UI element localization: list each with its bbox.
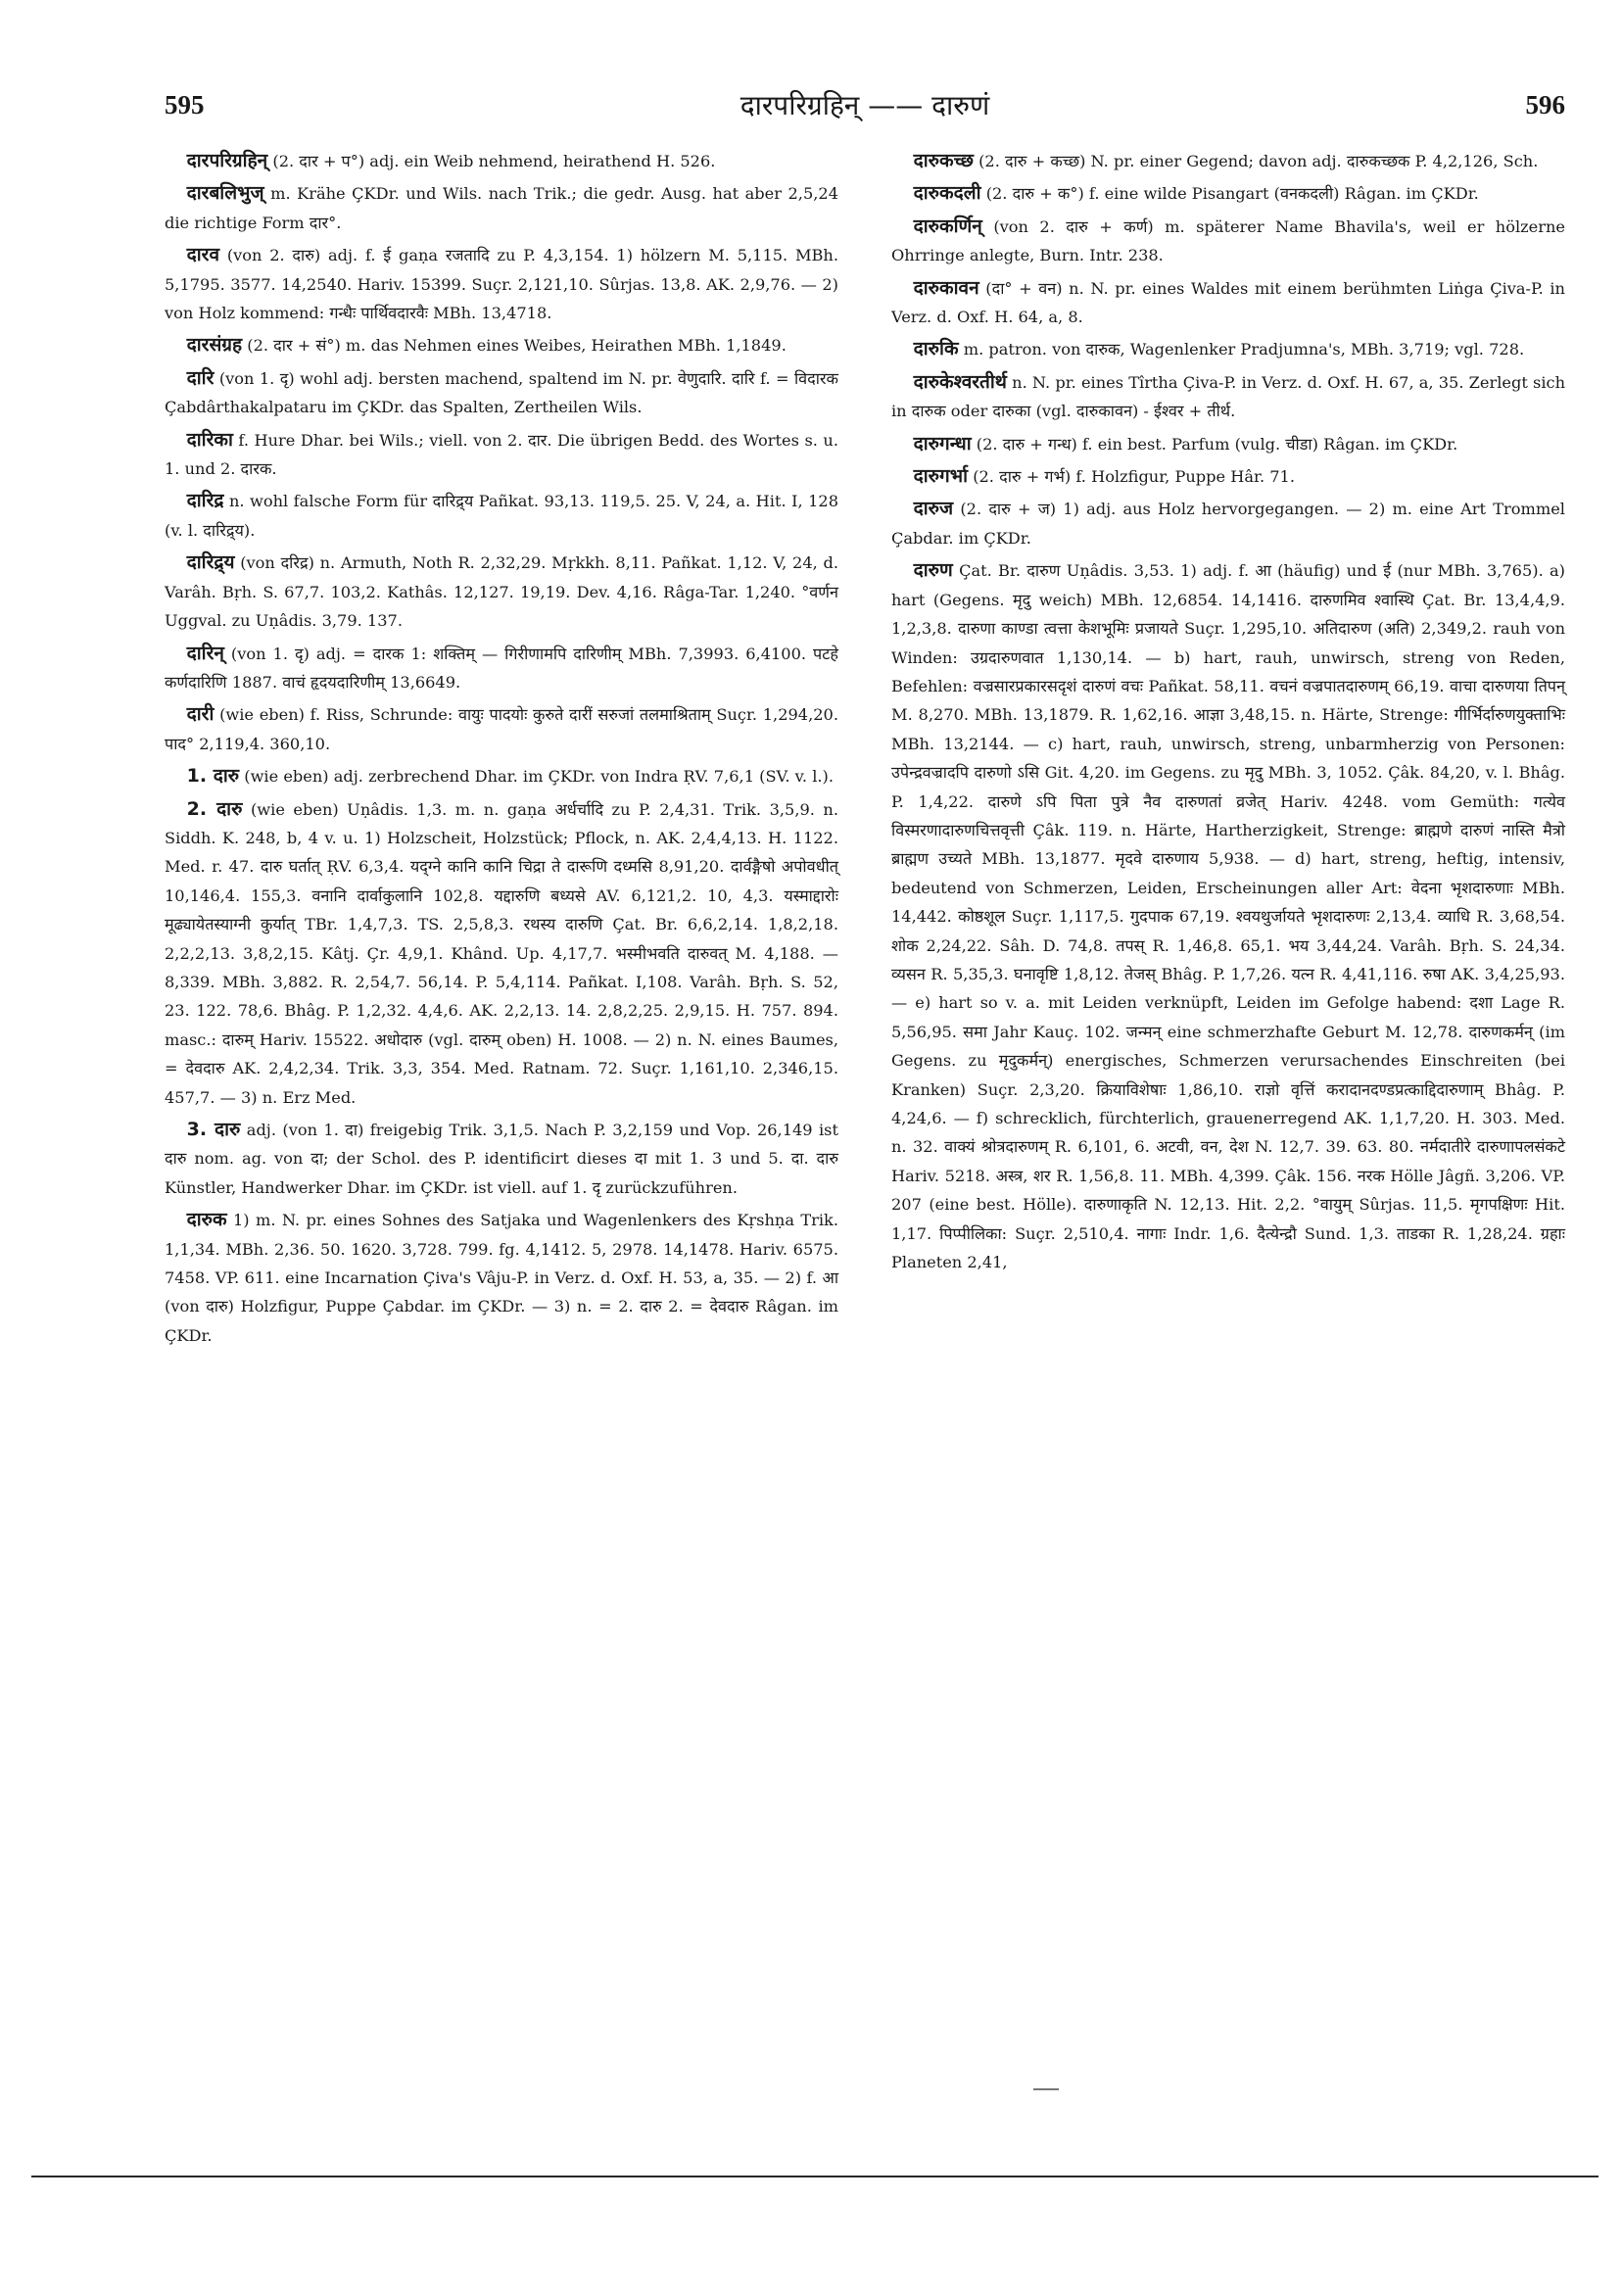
- entry-headword: दारिद्र: [186, 490, 224, 512]
- entry-headword: दारपरिग्रहिन्: [186, 150, 268, 171]
- dictionary-entry: [891, 462, 1565, 491]
- dictionary-entry: [165, 795, 838, 1112]
- entry-text: (2. दारु + कच्छ) N. pr. einer Gegend; davon adj. दारुकच्छक P. 4,2,126, Sch.: [978, 152, 1539, 170]
- entry-headword: दारुगन्धा: [913, 432, 972, 454]
- entry-headword: दारुकच्छ: [913, 150, 974, 171]
- entry-text: (wie eben) f. Riss, Schrunde: वायुः पादयोः कुरुते दारीं सरुजां तलमाश्रिताम् Suçr. 1,294,20. पाद° 2,119,4. 360,10.: [165, 705, 838, 753]
- entry-text: adj. (von 1. दा) freigebig Trik. 3,1,5. Nach P. 3,2,159 und Vop. 26,149 ist दारु nom. ag. von दा; der Schol. des P. identificirt dieses दा mit 1. 3 und 5. दा. दारु Künstler, Handwerker Dhar. im ÇKDr. ist viell. auf 1. दृ zurückzuführen.: [165, 1121, 838, 1197]
- entry-headword: दारव: [186, 244, 220, 266]
- dictionary-entry: [165, 762, 838, 790]
- dictionary-entry: [165, 179, 838, 237]
- dictionary-entry: [891, 430, 1565, 458]
- entry-text: m. Krähe ÇKDr. und Wils. nach Trik.; die gedr. Ausg. hat aber 2,5,24 die richtige Form दार°.: [165, 184, 838, 232]
- running-head: दारपरिग्रहिन् —— दारुणं: [739, 89, 990, 121]
- entry-text: (von 2. दारु + कर्ण) m. späterer Name Bhavila's, weil er hölzerne Ohrringe anlegte, Burn. Intr. 238.: [891, 216, 1565, 265]
- dictionary-entry: [891, 147, 1565, 175]
- dictionary-entry: [165, 549, 838, 635]
- entry-headword: दारुकावन: [913, 276, 979, 299]
- entry-headword: दारी: [186, 703, 215, 726]
- dictionary-entry: [891, 495, 1565, 552]
- entry-text: m. patron. von दारुक, Wagenlenker Pradjumna's, MBh. 3,719; vgl. 728.: [963, 340, 1525, 359]
- entry-text: (2. दार + प°) adj. ein Weib nehmend, heirathend H. 526.: [272, 152, 716, 170]
- dictionary-entry: [165, 426, 838, 484]
- dictionary-entry: [891, 274, 1565, 332]
- entry-headword: दारबलिभुज्: [186, 182, 264, 205]
- entry-headword: दारुकर्णिन्: [913, 215, 982, 237]
- dictionary-entry: [165, 147, 838, 175]
- dictionary-entry: [165, 364, 838, 422]
- entry-headword: दारुक: [186, 1209, 227, 1231]
- dictionary-entry: [165, 1206, 838, 1350]
- entry-headword: दारसंग्रह: [186, 334, 243, 357]
- dictionary-entry: [165, 331, 838, 359]
- entry-text: (von 2. दारु) adj. f. ई gaṇa रजतादि zu P. 4,3,154. 1) hölzern M. 5,115. MBh. 5,1795. 3577. 14,2540. Hariv. 15399. Suçr. 2,121,10. Sûrjas. 13,8. AK. 2,9,76. — 2) von Holz kommend: गन्धैः पार्थिवदारवैः MBh. 13,4718.: [165, 246, 838, 323]
- entry-text: (wie eben) adj. zerbrechend Dhar. im ÇKDr. von Indra ṚV. 7,6,1 (SV. v. l.).: [244, 767, 834, 787]
- entry-headword: दारुकेश्वरतीर्थ: [913, 370, 1007, 393]
- dictionary-entry: [891, 368, 1565, 426]
- entry-text: (von 1. दृ) adj. = दारक 1: शक्तिम् — गिरीणामपि दारिणीम् MBh. 7,3993. 6,4100. पटहे कर्णदारिणि 1887. वाचं हृदयदारिणीम् 13,6649.: [165, 644, 838, 692]
- entry-headword: दारिन्: [186, 642, 224, 664]
- entry-text: (दा° + वन) n. N. pr. eines Waldes mit einem berühmten Liṅga Çiva-P. in Verz. d. Oxf. H. 64, a, 8.: [891, 278, 1565, 327]
- dictionary-entry: [165, 241, 838, 327]
- entry-text: (2. दारु + ज) 1) adj. aus Holz hervorgegangen. — 2) m. eine Art Trommel Çabdar. im ÇKDr.: [891, 500, 1565, 548]
- entry-headword: दारि: [186, 366, 215, 389]
- page-header: [165, 90, 1565, 129]
- entry-headword: 2. दारु: [186, 797, 243, 820]
- entry-text: (von 1. दृ) wohl adj. bersten machend, spaltend im N. pr. वेणुदारि. दारि f. = विदारक Çabdârthakalpataru im ÇKDr. das Spalten, Zertheilen Wils.: [165, 368, 838, 417]
- entry-headword: दारुज: [913, 498, 954, 520]
- entry-headword: दारिद्र्य: [186, 551, 235, 574]
- entry-text: (wie eben) Uṇâdis. 1,3. m. n. gaṇa अर्धर्चादि zu P. 2,4,31. Trik. 3,5,9. n. Siddh. K. 248, b, 4 v. u. 1) Holzscheit, Holzstück; Pflock, n. AK. 2,4,4,13. H. 1122. Med. r. 47. दारु घर्तात् ṚV. 6,3,4. यद्ग्ने कानि कानि चिद्रा ते दारूणि दध्मसि 8,91,20. दार्वङ्गैषो अपोवधीत् 10,146,4. 155,3. वनानि दार्वाकुलानि 102,8. यद्दारुणि बध्यसे AV. 6,121,2. 10, 4,3. यस्माद्दारोः मूढ्यायेतस्याग्नी कुर्यात् TBr. 1,4,7,3. TS. 2,5,8,3. रथस्य दारुणि Çat. Br. 6,6,2,14. 1,8,2,18. 2,2,2,13. 3,8,2,15. Kâtj. Çr. 4,9,1. Khând. Up. 4,17,7. भस्मीभवति दारुवत् M. 4,188. — 8,339. MBh. 3,882. R. 2,54,7. 56,14. P. 5,4,114. Pañkat. I,108. Varâh. Bṛh. S. 52, 23. 122. 78,6. Bhâg. P. 1,2,32. 4,4,6. AK. 2,2,13. 14. 2,8,2,25. 2,9,15. H. 757. 894. masc.: दारुम् Hariv. 15522. अधोदारु (vgl. दारुम् oben) H. 1008. — 2) n. N. eines Baumes, = देवदारु AK. 2,4,2,34. Trik. 3,3, 354. Med. Ratnam. 72. Suçr. 1,161,10. 2,346,15. 457,7. — 3) n. Erz Med.: [165, 799, 838, 1107]
- entry-headword: दारिका: [186, 428, 233, 451]
- left-column: [165, 147, 838, 1354]
- right-column: [891, 147, 1565, 1280]
- entry-headword: दारुकदली: [913, 182, 981, 205]
- dictionary-entry: [891, 179, 1565, 208]
- entry-headword: 3. दारु: [186, 1119, 241, 1140]
- entry-text: (von दरिद्र) n. Armuth, Noth R. 2,32,29. Mṛkkh. 8,11. Pañkat. 1,12. V, 24, d. Varâh. Bṛh. S. 67,7. 103,2. Kathâs. 12,127. 19,19. Dev. 4,16. Râga-Tar. 1,240. °वर्णन Uggval. zu Uṇâdis. 3,79. 137.: [165, 553, 838, 631]
- entry-text: (2. दारु + क°) f. eine wilde Pisangart (वनकदली) Râgan. im ÇKDr.: [985, 184, 1479, 204]
- page-number-left: 595: [165, 90, 205, 120]
- dictionary-entry: [891, 335, 1565, 363]
- entry-text: 1) m. N. pr. eines Sohnes des Satjaka und Wagenlenkers des Kṛshṇa Trik. 1,1,34. MBh. 2,36. 50. 1620. 3,728. 799. fg. 4,1412. 5, 2978. 14,1478. Hariv. 6575. 7458. VP. 611. eine Incarnation Çiva's Vâju-P. in Verz. d. Oxf. H. 53, a, 35. — 2) f. आ (von दारु) Holzfigur, Puppe Çabdar. im ÇKDr. — 3) n. = 2. दारु 2. = देवदारु Râgan. im ÇKDr.: [165, 1211, 838, 1345]
- entry-text: (2. दारु + गर्भ) f. Holzfigur, Puppe Hâr. 71.: [973, 467, 1296, 487]
- entry-text: Çat. Br. दारुण Uṇâdis. 3,53. 1) adj. f. आ (häufig) und ई (nur MBh. 3,765). a) hart (Gegens. मृदु weich) MBh. 12,6854. 14,1416. दारुणमिव श्वास्थि Çat. Br. 13,4,4,9. 1,2,3,8. दारुणा काण्डा त्वत्ता केशभूमिः प्रजायते Suçr. 1,295,10. अतिदारुण (अति) 2,349,2. rauh von Winden: उग्रदारुणवात 1,130,14. — b) hart, rauh, unwirsch, streng von Reden, Befehlen: वज्रसारप्रकारसदृशं दारुणं वचः Pañkat. 58,11. वचनं वज्रपातदारुणम् 66,19. वाचा दारुणया तिपन् M. 8,270. MBh. 13,1879. R. 1,62,16. आज्ञा 3,48,15. n. Härte, Strenge: गीर्भिर्दारुणयुक्ताभिः MBh. 13,2144. — c) hart, rauh, unwirsch, streng, unbarmherzig von Personen: उपेन्द्रवज्रादपि दारुणो ऽसि Git. 4,20. im Gegens. zu मृदु MBh. 3, 1052. Çâk. 84,20, v. l. Bhâg. P. 1,4,22. दारुणे ऽपि पिता पुत्रे नैव दारुणतां व्रजेत् Hariv. 4248. vom Gemüth: गत्येव विस्मरणादारुणचित्तवृत्ती Çâk. 119. n. Härte, Hartherzigkeit, Strenge: ब्राह्मणे दारुणं नास्ति मैत्रो ब्राह्मण उच्यते MBh. 13,1877. मृदवे दारुणाय 5,938. — d) hart, streng, heftig, intensiv, bedeutend von Schmerzen, Leiden, Erscheinungen aller Art: वेदना भृशदारुणाः MBh. 14,442. कोष्ठशूल Suçr. 1,117,5. गुदपाक 67,19. श्वयथुर्जायते भृशदारुणः 2,13,4. व्याधि R. 3,68,54. शोक 2,24,22. Sâh. D. 74,8. तपस् R. 1,46,8. 65,1. भय 3,44,24. Varâh. Bṛh. S. 24,34. व्यसन R. 5,35,3. घनावृष्टि 1,8,12. तेजस् Bhâg. P. 1,7,26. यत्न R. 4,41,116. रुषा AK. 3,4,25,93. — e) hart so v. a. mit Leiden verknüpft, Leiden im Gefolge habend: दशा Lage R. 5,56,95. समा Jahr Kauç. 102. जन्मन् eine schmerzhafte Geburt M. 12,78. दारुणकर्मन् (im Gegens. zu मृदुकर्मन्) energisches, Schmerzen verursachendes Einschreiten (bei Kranken) Suçr. 2,3,20. क्रियाविशेषाः 1,86,10. राज्ञो वृत्तिं करादानदण्डप्रत्काद्दिदारुणाम् Bhâg. P. 4,24,6. — f) schrecklich, fürchterlich, grauenerregend AK. 1,1,7,20. H. 303. Med. n. 32. वाक्यं श्रोत्रदारुणम् R. 6,101, 6. अटवी, वन, देश N. 12,7. 39. 63. 80. नर्मदातीरे दारुणापलसंकटे Hariv. 5218. अस्त्र, शर R. 1,56,8. 11. MBh. 4,399. Çâk. 156. नरक Hölle Jâgñ. 3,206. VP. 207 (eine best. Hölle). दारुणाकृति N. 12,13. Hit. 2,2. °वायुम् Sûrjas. 11,5. मृगपक्षिणः Hit. 1,17. पिप्पीलिका: Suçr. 2,510,4. नागाः Indr. 1,6. दैत्येन्द्रौ Sund. 1,3. ताडका R. 1,28,24. ग्रहाः Planeten 2,41,: [891, 561, 1565, 1272]
- entry-headword: दारुकि: [913, 338, 959, 360]
- entry-headword: दारुगर्भा: [913, 465, 969, 488]
- dictionary-entry: [165, 640, 838, 697]
- dictionary-entry: [891, 556, 1565, 1276]
- entry-text: f. Hure Dhar. bei Wils.; viell. von 2. दार. Die übrigen Bedd. des Wortes s. u. 1. und 2. दारक.: [165, 430, 838, 479]
- dictionary-entry: [165, 700, 838, 758]
- dictionary-entry: [165, 1116, 838, 1202]
- entry-text: (2. दार + सं°) m. das Nehmen eines Weibes, Heirathen MBh. 1,1849.: [247, 336, 787, 356]
- dictionary-entry: [891, 213, 1565, 270]
- entry-text: (2. दारु + गन्ध) f. ein best. Parfum (vulg. चीडा) Râgan. im ÇKDr.: [976, 434, 1458, 454]
- page-number-right: 596: [1525, 90, 1565, 120]
- entry-text: n. wohl falsche Form für दारिद्र्य Pañkat. 93,13. 119,5. 25. V, 24, a. Hit. I, 128 (v. l. दारिद्र्य).: [165, 492, 838, 540]
- footer-rule: [31, 2176, 1598, 2177]
- dictionary-entry: [165, 487, 838, 545]
- stray-mark: [1033, 2088, 1059, 2090]
- entry-text: n. N. pr. eines Tîrtha Çiva-P. in Verz. d. Oxf. H. 67, a, 35. Zerlegt sich in दारुक oder दारुका (vgl. दारुकावन) - ईश्वर + तीर्थ.: [891, 372, 1565, 421]
- entry-headword: दारुण: [913, 559, 953, 582]
- entry-headword: 1. दारु: [186, 765, 240, 788]
